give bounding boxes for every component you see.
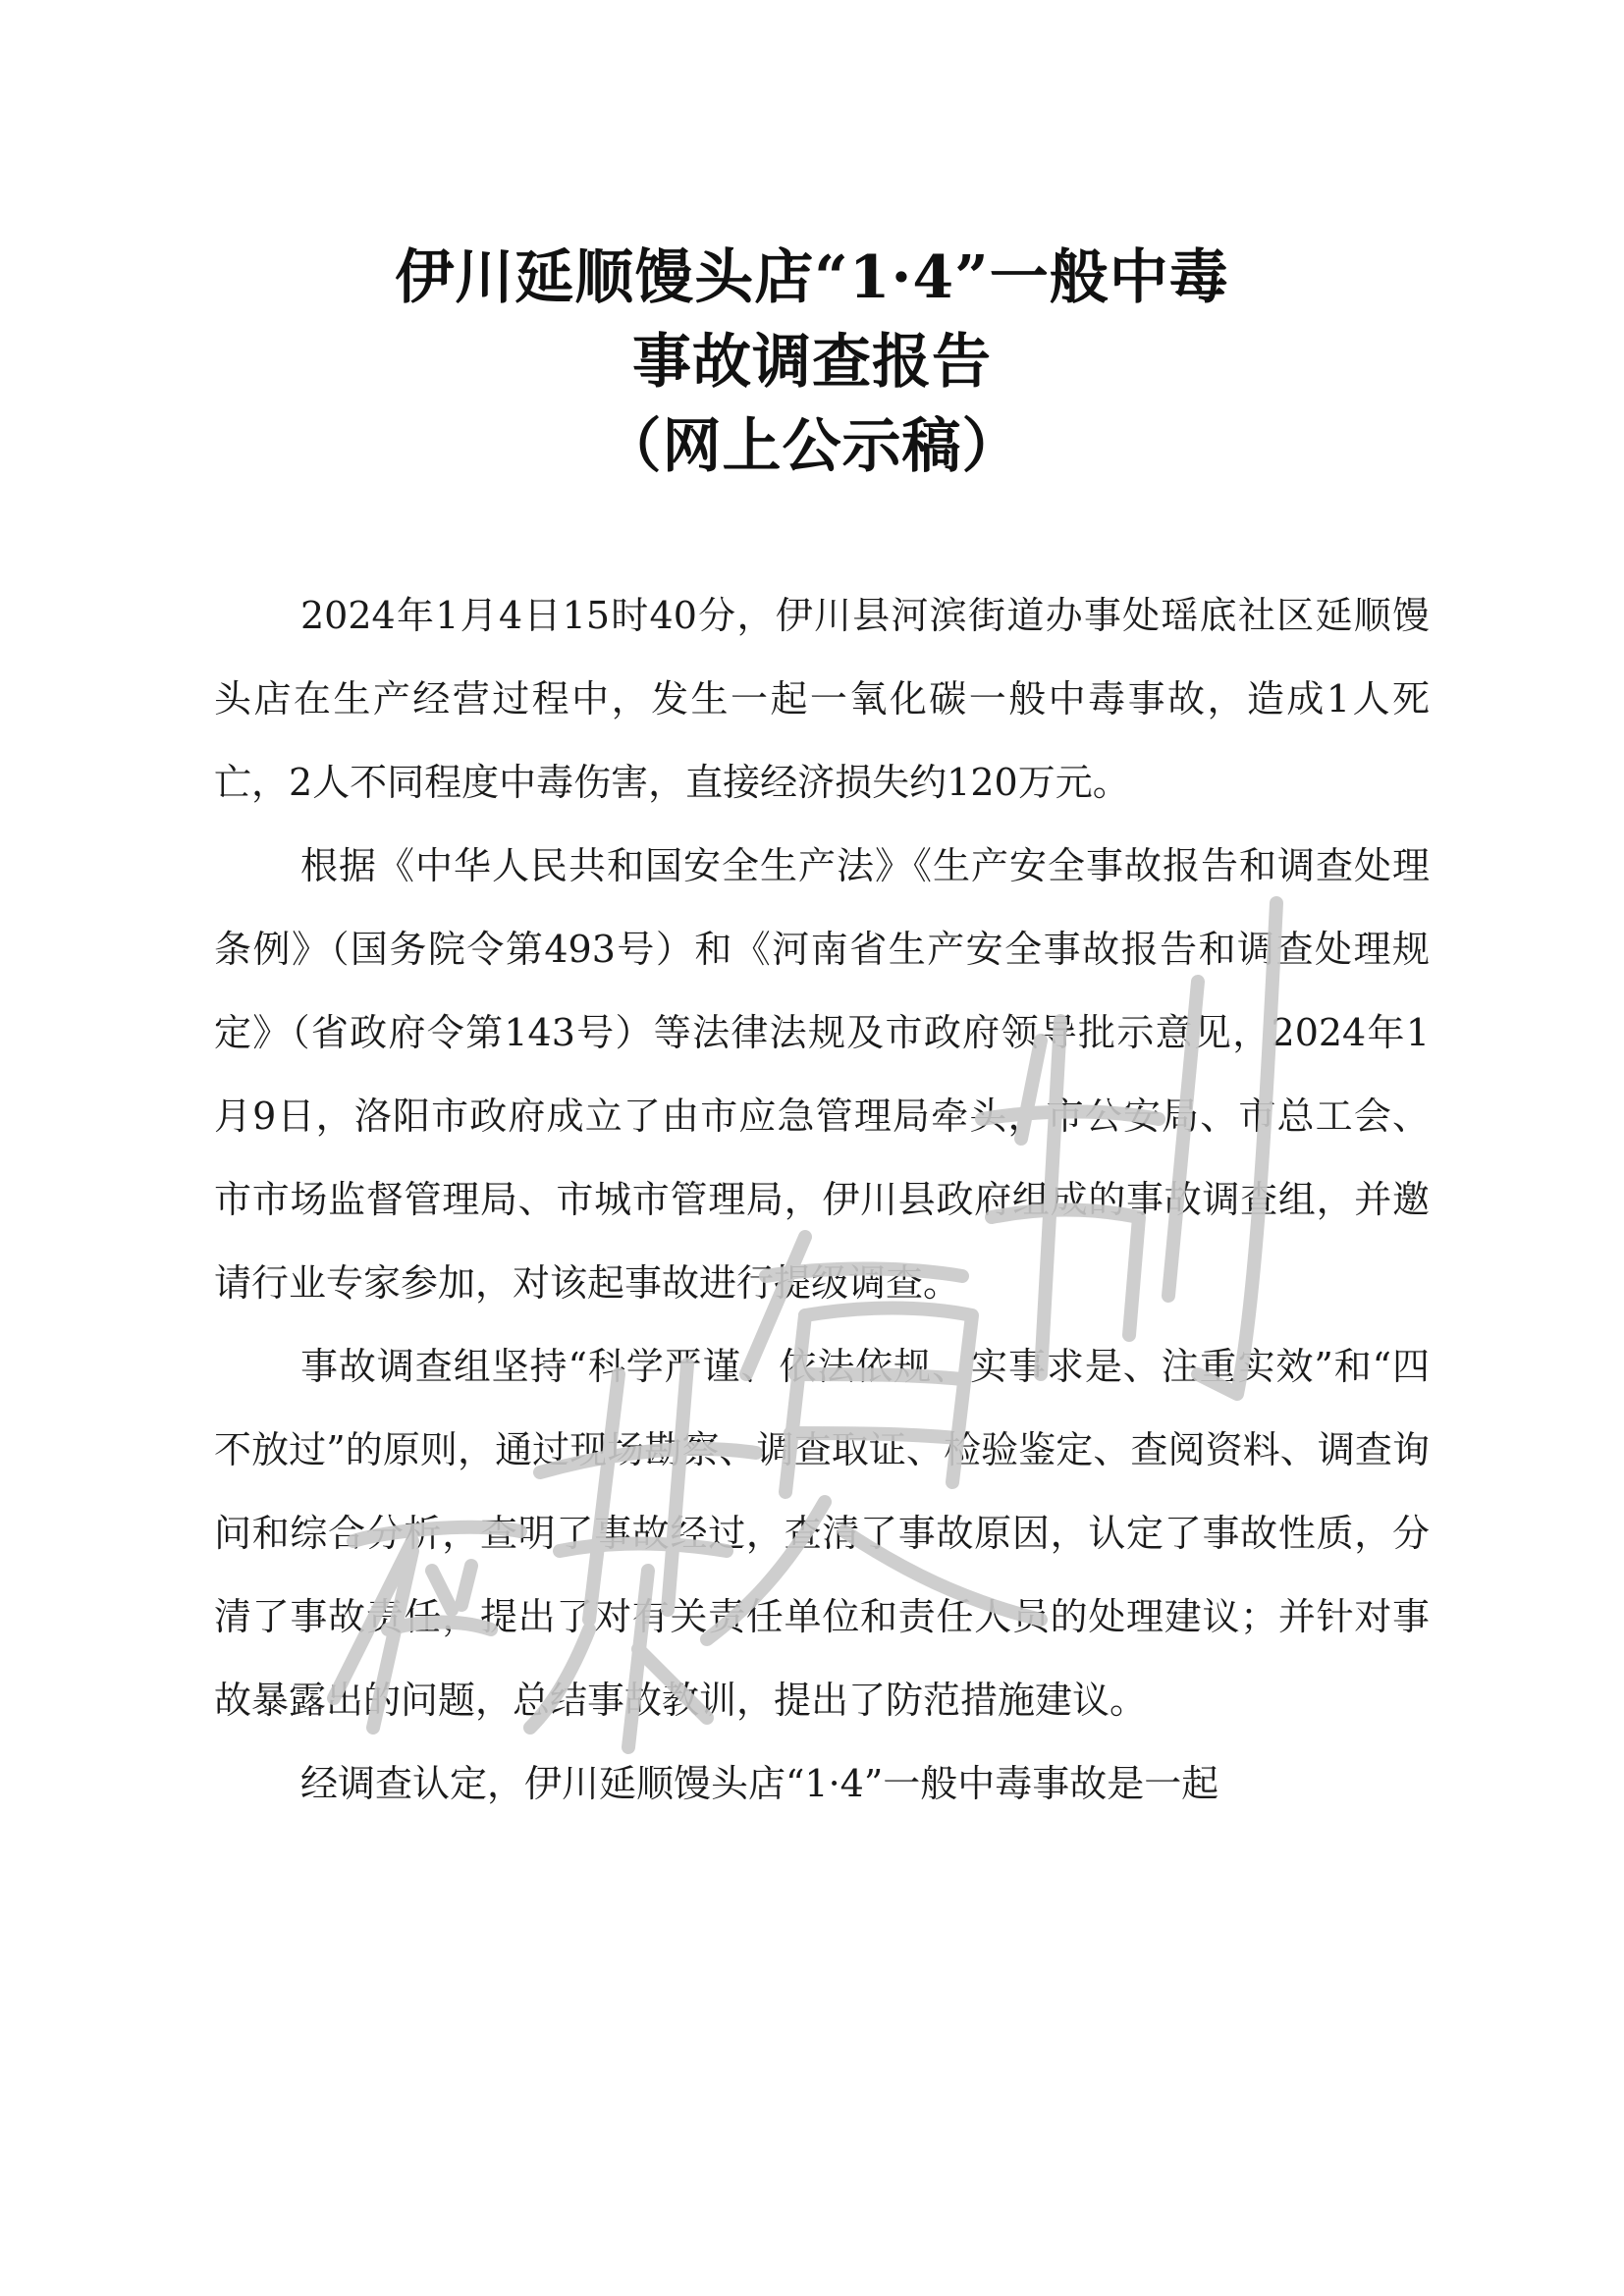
paragraph-summary: 2024年1月4日15时40分，伊川县河滨街道办事处瑶底社区延顺馒头店在生产经营过程中，发生一起一氧化碳一般中毒事故，造成1人死亡，2人不同程度中毒伤害，直接经济损失约120万元。 <box>214 594 1430 804</box>
report-title <box>0 236 1624 489</box>
title-line-3: （网上公示稿） <box>602 412 1022 481</box>
title-line-1: 伊川延顺馒头店“1·4”一般中毒 <box>395 243 1229 312</box>
report-body <box>214 574 1430 1826</box>
paragraph-investigation-principles: 事故调查组坚持“科学严谨、依法依规、实事求是、注重实效”和“四不放过”的原则，通过现场勘察、调查取证、检验鉴定、查阅资料、调查询问和综合分析，查明了事故经过，查清了事故原因，认定了事故性质，分清了事故责任，提出了对有关责任单位和责任人员的处理建议；并针对事故暴露出的问题，总结事故教训，提出了防范措施建议。 <box>214 1345 1430 1722</box>
paragraph-legal-basis: 根据《中华人民共和国安全生产法》《生产安全事故报告和调查处理条例》（国务院令第493号）和《河南省生产安全事故报告和调查处理规定》（省政府令第143号）等法律法规及市政府领导批示意见，2024年1月9日，洛阳市政府成立了由市应急管理局牵头，市公安局、市总工会、市市场监督管理局、市城市管理局，伊川县政府组成的事故调查组，并邀请行业专家参加，对该起事故进行提级调查。 <box>214 844 1430 1305</box>
title-line-2: 事故调查报告 <box>632 328 992 397</box>
paragraph-conclusion: 经调查认定，伊川延顺馒头店“1·4”一般中毒事故是一起 <box>300 1762 1219 1805</box>
